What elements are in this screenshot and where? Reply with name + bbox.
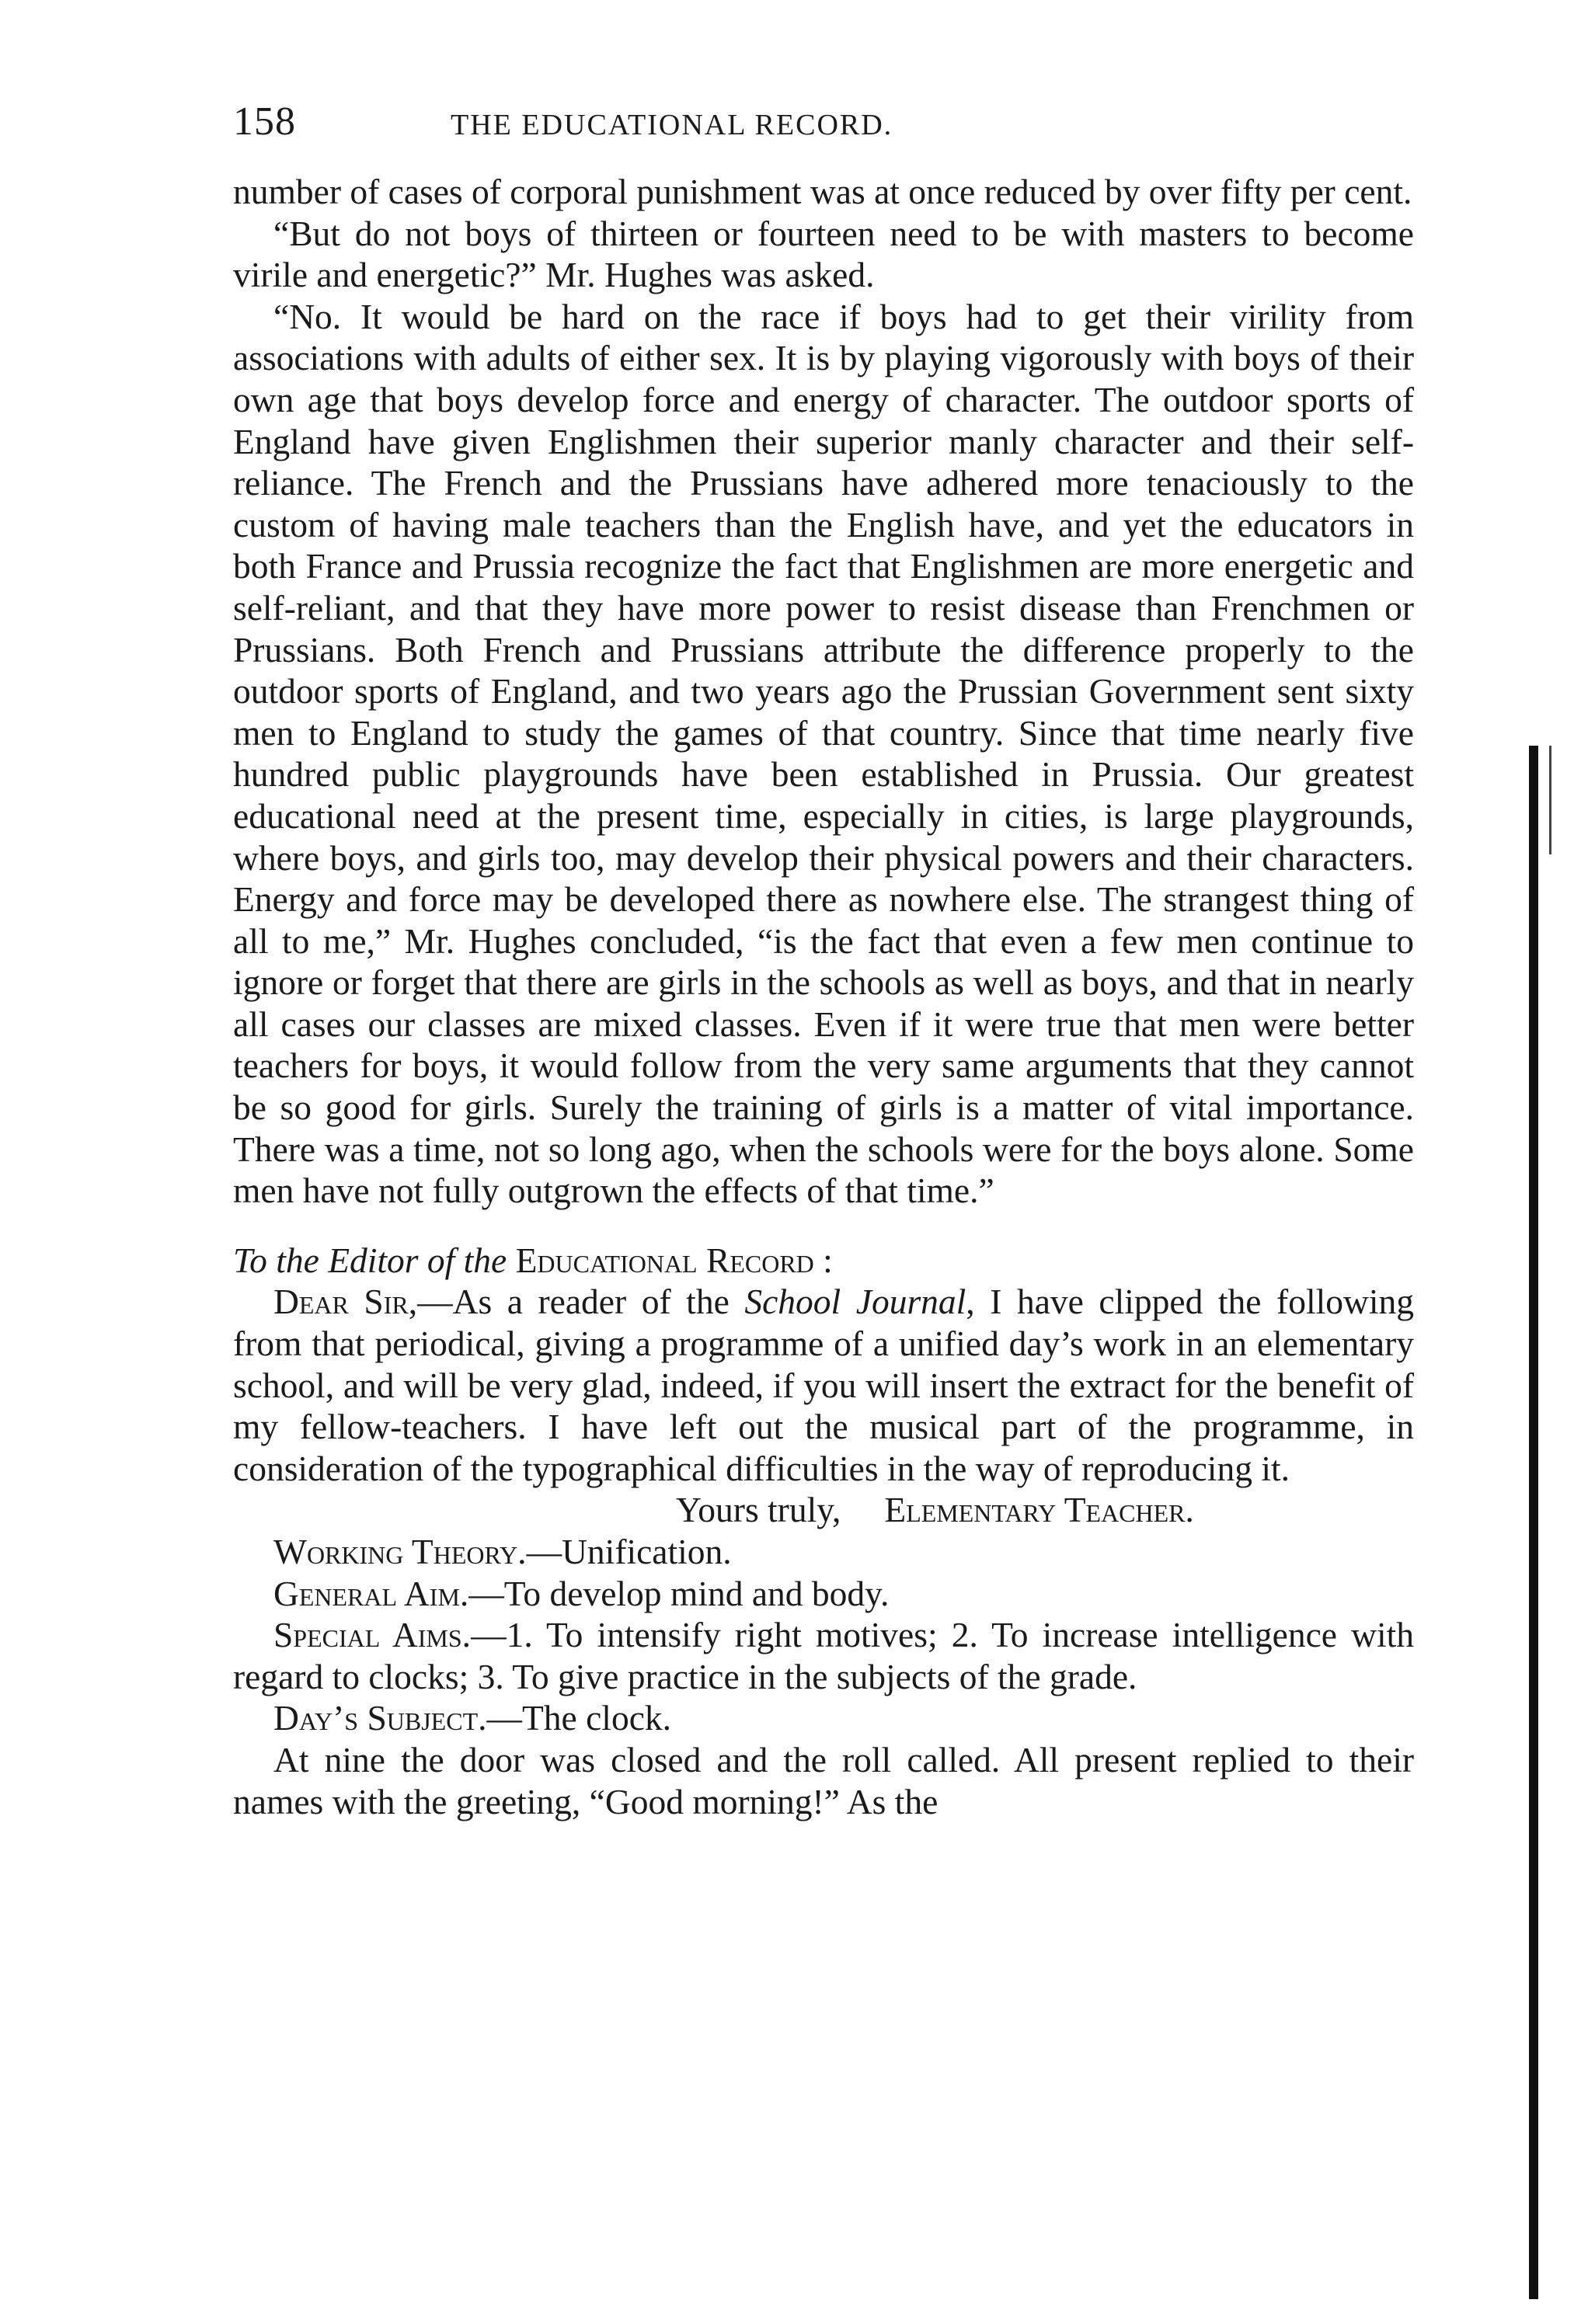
programme-item-working-theory xyxy=(233,1531,1414,1573)
article-paragraph-1: number of cases of corporal punishment was at once reduced by over fifty per cent. xyxy=(233,172,1412,211)
programme-text: —To develop mind and body. xyxy=(468,1573,890,1613)
page-header xyxy=(233,101,1414,171)
article-paragraph-2: “But do not boys of thirteen or fourteen need to be with masters to become virile and energetic?” Mr. Hughes was asked. xyxy=(233,213,1414,295)
letter-body-part-1: —As a reader of the xyxy=(417,1282,730,1322)
page-number: 158 xyxy=(233,99,296,144)
programme-label: Special Aims. xyxy=(273,1615,472,1655)
letter-signature: Elementary Teacher. xyxy=(884,1490,1194,1530)
section-gap xyxy=(233,1212,1414,1240)
programme-text: —Unification. xyxy=(526,1532,732,1571)
page-edge-line xyxy=(1549,746,1551,854)
document-page xyxy=(233,101,1414,1822)
programme-label: Day’s Subject. xyxy=(273,1698,487,1738)
page-edge-shadow xyxy=(1529,746,1538,2299)
letter-address-journal: Educational Record xyxy=(515,1240,814,1280)
programme-item-special-aims xyxy=(233,1614,1414,1697)
programme-text: —1. To intensify right motives; 2. To increase intelligence with regard to clocks; 3. To give practice in the subjects of the grade. xyxy=(233,1615,1414,1696)
programme-label: General Aim. xyxy=(273,1573,469,1613)
letter-address-prefix: To the Editor of the xyxy=(233,1240,507,1280)
programme-text: —The clock. xyxy=(486,1698,672,1738)
letter-closing: Yours truly, xyxy=(676,1490,841,1530)
running-head: THE EDUCATIONAL RECORD. xyxy=(451,109,893,141)
letter-body-part-2: , I have clipped the following from that periodical, giving a programme of a unified day’s work in an elementary school, and will be very glad, indeed, if you will insert the extract for the benefit of my fellow-teachers. I have left out the musical part of the programme, in consideration of the typographical difficulties in the way of reproducing it. xyxy=(233,1282,1414,1488)
article-paragraph-3: “No. It would be hard on the race if boys had to get their virility from associations with adults of either sex. It is by playing vigorously with boys of their own age that boys develop force and energy of character. The outdoor sports of England have given Englishmen their superior manly character and their self-reliance. The French and the Prussians have adhered more tenaciously to the custom of having male teachers than the English have, and yet the educators in both France and Prussia recognize the fact that Englishmen are more energetic and self-reliant, and that they have more power to resist disease than Frenchmen or Prussians. Both French and Prussians attribute the difference properly to the outdoor sports of England, and two years ago the Prussian Government sent sixty men to England to study the games of that country. Since that time nearly five hundred public playgrounds have been established in Prussia. Our greatest educational need at the present time, especially in cities, is large playgrounds, where boys, and girls too, may develop their physical powers and their characters. Energy and force may be developed there as nowhere else. The strangest thing of all to me,” Mr. Hughes concluded, “is the fact that even a few men continue to ignore or forget that there are girls in the schools as well as boys, and that in nearly all cases our classes are mixed classes. Even if it were true that men were better teachers for boys, it would follow from the very same arguments that they cannot be so good for girls. Surely the training of girls is a matter of vital importance. There was a time, not so long ago, when the schools were for the boys alone. Some men have not fully outgrown the effects of that time.” xyxy=(233,296,1414,1211)
programme-label: Working Theory. xyxy=(273,1532,527,1571)
closing-paragraph: At nine the door was closed and the roll called. All present replied to their names with the greeting, “Good morning!” As the xyxy=(233,1739,1414,1821)
letter-salutation: Dear Sir, xyxy=(273,1282,418,1322)
programme-item-days-subject xyxy=(233,1697,1414,1739)
letter-journal-name: School Journal xyxy=(744,1282,966,1322)
letter-address xyxy=(233,1240,1414,1282)
letter-body xyxy=(233,1281,1414,1489)
letter-address-suffix: : xyxy=(823,1240,833,1280)
programme-item-general-aim xyxy=(233,1573,1414,1615)
letter-signature-line xyxy=(233,1489,1414,1531)
